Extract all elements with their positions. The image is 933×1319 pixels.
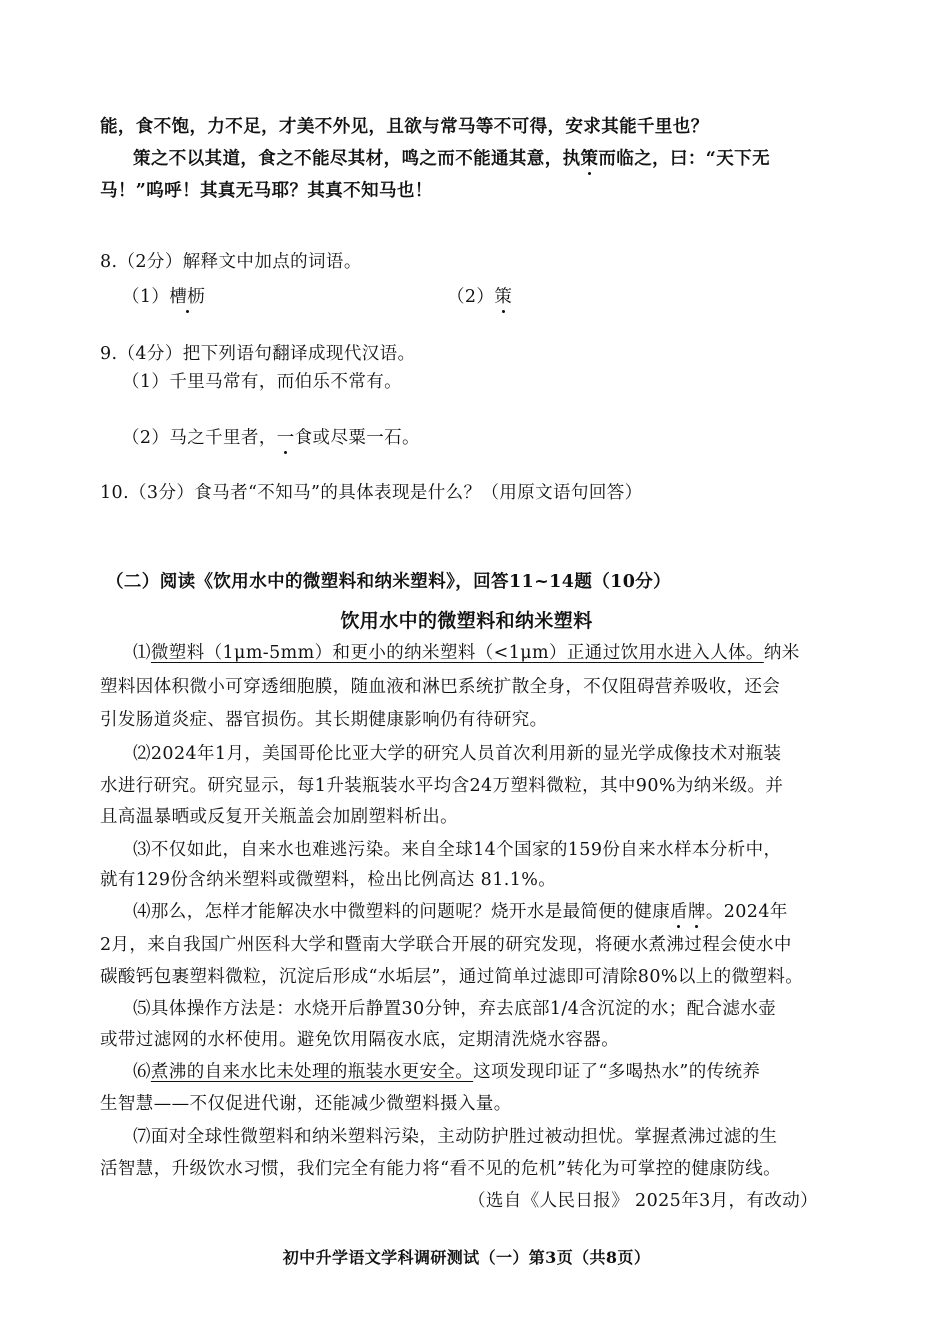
article-source: （选自《人民日报》 2025年3月，有改动） — [468, 1191, 819, 1211]
article-p4-line-1-a: ⑷那么，怎样才能解决水中微塑料的问题呢？烧开水是最简便的健康 — [133, 902, 670, 922]
underlined-sentence-6: 煮沸的自来水比未处理的瓶装水更安全。 — [150, 1062, 474, 1082]
dotted-char-dun: 盾 — [670, 902, 688, 922]
article-p4-line-2: 2月，来自我国广州医科大学和暨南大学联合开展的研究发现，将硬水煮沸过程会使水中 — [100, 935, 792, 955]
question-9-item-2-b: 食或尽粟一石。 — [294, 428, 420, 448]
dotted-char-yi: 一 — [276, 428, 295, 448]
article-p5-line-1: ⑸具体操作方法是：水烧开后静置30分钟，弃去底部1/4含沉淀的水；配合滤水壶 — [133, 999, 777, 1019]
article-p6-line-1-rest: 这项发现印证了“多喝热水”的传统养 — [473, 1062, 761, 1082]
article-p6-line-1 — [133, 1058, 760, 1083]
passage-line-1: 能，食不饱，力不足，才美不外见，且欲与常马等不可得，安求其能千里也？ — [100, 117, 709, 137]
question-9-item-1: （1）千里马常有，而伯乐不常有。 — [122, 372, 403, 392]
question-8-stem: 8.（2分）解释文中加点的词语。 — [100, 252, 362, 272]
article-p1-line-1 — [133, 639, 800, 664]
underlined-sentence-1: 微塑料（1μm-5mm）和更小的纳米塑料（<1μm）正通过饮用水进入人体。 — [150, 643, 764, 663]
article-p4-line-3: 碳酸钙包裹塑料微粒，沉淀后形成“水垢层”，通过简单过滤即可清除80%以上的微塑料。 — [100, 967, 804, 987]
page-footer: 初中升学语文学科调研测试（一）第3页（共8页） — [282, 1248, 651, 1267]
article-p3-line-1: ⑶不仅如此，自来水也难逃污染。来自全球14个国家的159份自来水样本分析中， — [133, 840, 782, 860]
question-8-item-2 — [447, 283, 512, 308]
question-8-item-1-prefix: （1） — [122, 287, 170, 307]
question-10-stem: 10.（3分）食马者“不知马”的具体表现是什么？（用原文语句回答） — [100, 483, 643, 503]
question-9-item-2 — [122, 424, 420, 449]
article-p7-line-1: ⑺面对全球性微塑料和纳米塑料污染，主动防护胜过被动担忧。掌握煮沸过滤的生 — [133, 1127, 778, 1147]
article-p2-line-1: ⑵2024年1月，美国哥伦比亚大学的研究人员首次利用新的显光学成像技术对瓶装 — [133, 744, 782, 764]
passage-line-3: 马！”呜呼！其真无马耶？其真不知马也！ — [100, 181, 433, 201]
dotted-char-ce: 策 — [580, 149, 599, 169]
question-8-item-2-prefix: （2） — [447, 287, 495, 307]
passage-line-2 — [133, 145, 770, 170]
article-p4-line-1-b: 。2024年 — [705, 902, 788, 922]
section-2-heading: （二）阅读《饮用水中的微塑料和纳米塑料》，回答11~14题（10分） — [106, 572, 672, 592]
dotted-char-pai: 牌 — [687, 902, 706, 922]
article-p3-line-2: 就有129份含纳米塑料或微塑料，检出比例高达 81.1%。 — [100, 870, 557, 890]
article-title: 饮用水中的微塑料和纳米塑料 — [340, 610, 593, 632]
question-9-stem: 9.（4分）把下列语句翻译成现代汉语。 — [100, 344, 416, 364]
article-p5-line-2: 或带过滤网的水杯使用。避免饮用隔夜水底，定期清洗烧水容器。 — [100, 1030, 620, 1050]
passage-line-2-a: 策之不以其道，食之不能尽其材，鸣之而不能通其意，执 — [133, 149, 581, 169]
article-p2-line-2: 水进行研究。研究显示，每1升装瓶装水平均含24万塑料微粒，其中90%为纳米级。并 — [100, 776, 784, 796]
passage-line-2-b: 而临之，曰：“天下无 — [598, 149, 770, 169]
article-p1-line-1-rest: 纳米 — [763, 643, 800, 663]
question-9-item-2-a: （2）马之千里者， — [122, 428, 277, 448]
article-p6-line-2: 生智慧——不仅促进代谢，还能减少微塑料摄入量。 — [100, 1094, 512, 1114]
dotted-word-caoli: 槽枥 — [169, 287, 206, 307]
paragraph-number-1: ⑴ — [133, 643, 151, 663]
article-p2-line-3: 且高温暴晒或反复开关瓶盖会加剧塑料析出。 — [100, 807, 458, 827]
question-8-item-1 — [122, 283, 205, 308]
article-p1-line-2: 塑料因体积微小可穿透细胞膜，随血液和淋巴系统扩散全身，不仅阻碍营养吸收，还会 — [100, 677, 781, 697]
dotted-word-ce: 策 — [494, 287, 513, 307]
article-p1-line-3: 引发肠道炎症、器官损伤。其长期健康影响仍有待研究。 — [100, 710, 548, 730]
article-p7-line-2: 活智慧，升级饮水习惯，我们完全有能力将“看不见的危机”转化为可掌控的健康防线。 — [100, 1159, 781, 1179]
article-p4-line-1 — [133, 898, 788, 923]
paragraph-number-6: ⑹ — [133, 1062, 151, 1082]
